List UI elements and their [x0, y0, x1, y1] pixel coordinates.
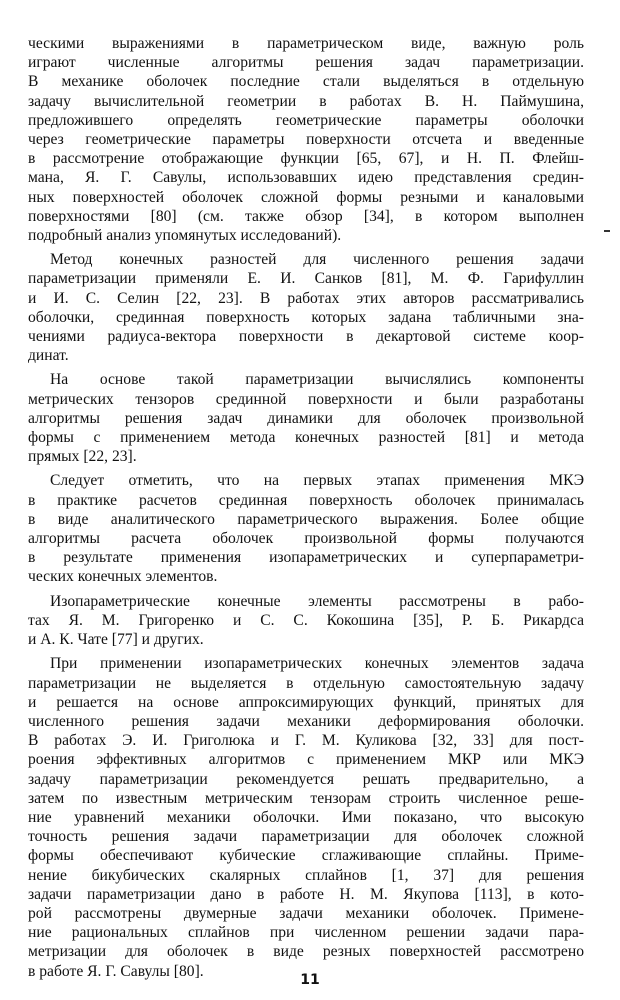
text-line: чениями радиуса-вектора поверхности в декартовой системе коор- [28, 328, 584, 346]
text-line: поверхностями [80] (см. также обзор [34], в котором выполнен [28, 207, 584, 225]
text-line: в результате применения изопараметрических и суперпараметри- [28, 549, 584, 567]
text-line: В механике оболочек последние стали выделяться в отдельную [28, 73, 584, 91]
text-line: в практике расчетов срединная поверхность оболочек принималась [28, 491, 584, 509]
text-line: прямых [22, 23]. [28, 448, 137, 466]
text-line: параметризации не выделяется в отдельную самостоятельную задачу [28, 674, 584, 692]
text-line: задачи параметризации дано в работе Н. М. Якупова [113], в кото- [28, 885, 584, 903]
text-line: Изопараметрические конечные элементы рассмотрены в рабо- [50, 592, 584, 610]
text-line: тах Я. М. Григоренко и С. С. Кокошина [35], Р. Б. Рикардса [28, 611, 584, 629]
text-line: подробный анализ упомянутых исследований). [28, 227, 342, 245]
text-line: и решается на основе аппроксимирующих функций, принятых для [28, 693, 584, 711]
text-line: формы с применением метода конечных разностей [81] и метода [28, 429, 584, 447]
page-body [28, 34, 584, 981]
paragraph [28, 34, 584, 245]
text-line: задачу параметризации рекомендуется решать предварительно, а [28, 770, 584, 788]
text-line: метрических тензоров срединной поверхности и были разработаны [28, 390, 584, 408]
text-line: через геометрические параметры поверхности отсчета и введенные [28, 131, 584, 149]
text-line: Следует отметить, что на первых этапах применения МКЭ [50, 472, 584, 490]
text-line: роения эффективных алгоритмов с применением МКР или МКЭ [28, 751, 584, 769]
text-line: играют численные алгоритмы решения задач параметризации. [28, 54, 584, 72]
text-line: алгоритмы расчета оболочек произвольной формы получаются [28, 530, 584, 548]
text-line: в работе Я. Г. Савулы [80]. [28, 962, 204, 980]
text-line: При применении изопараметрических конечных элементов задача [50, 655, 584, 673]
text-line: задачу вычислительной геометрии в работах В. Н. Паймушина, [28, 92, 584, 110]
text-line: и А. К. Чате [77] и других. [28, 631, 204, 649]
text-line: численного решения задачи механики деформирования оболочки. [28, 712, 584, 730]
paragraph [28, 471, 584, 586]
text-line: затем по известным метрическим тензорам строить численное реше- [28, 789, 584, 807]
paragraph [28, 654, 584, 980]
text-line: параметризации применяли Е. И. Санков [81], М. Ф. Гарифуллин [28, 270, 584, 288]
text-line: нение бикубических скалярных сплайнов [1, 37] для решения [28, 866, 584, 884]
paragraph [28, 250, 584, 365]
paragraph [28, 370, 584, 466]
text-line: формы обеспечивают кубические сглаживающие сплайны. Приме- [28, 847, 584, 865]
text-line: в рассмотрение отображающие функции [65, 67], и Н. П. Флейш- [28, 150, 584, 168]
text-line: предложившего определять геометрические параметры оболочки [28, 111, 584, 129]
text-line: алгоритмы решения задач динамики для оболочек произвольной [28, 409, 584, 427]
stray-mark [604, 230, 610, 232]
paragraph [28, 592, 584, 650]
text-line: динат. [28, 347, 69, 365]
text-line: ческими выражениями в параметрическом виде, важную роль [28, 35, 584, 52]
text-line: На основе такой параметризации вычислялись компоненты [50, 371, 584, 389]
page-number: 11 [300, 972, 320, 988]
text-line: ных поверхностей оболочек сложной формы резными и каналовыми [28, 188, 584, 206]
text-line: ческих конечных элементов. [28, 568, 218, 586]
text-line: метризации для оболочек в виде резных поверхностей рассмотрено [28, 943, 584, 961]
text-line: мана, Я. Г. Савулы, использовавших идею представления средин- [28, 169, 584, 187]
text-line: рой рассмотрены двумерные задачи механики оболочек. Примене- [28, 904, 584, 922]
text-line: точность решения задачи параметризации для оболочек сложной [28, 828, 584, 846]
text-line: ние уравнений механики оболочки. Ими показано, что высокую [28, 808, 584, 826]
text-line: В работах Э. И. Григолюка и Г. М. Куликова [32, 33] для пост- [28, 732, 584, 750]
text-line: в виде аналитического параметрического выражения. Более общие [28, 510, 584, 528]
text-line: ние рациональных сплайнов при численном решении задачи пара- [28, 924, 584, 942]
text-line: Метод конечных разностей для численного решения задачи [50, 251, 584, 269]
text-line: и И. С. Селин [22, 23]. В работах этих авторов рассматривались [28, 289, 584, 307]
text-line: оболочки, срединная поверхность которых задана табличными зна- [28, 308, 584, 326]
